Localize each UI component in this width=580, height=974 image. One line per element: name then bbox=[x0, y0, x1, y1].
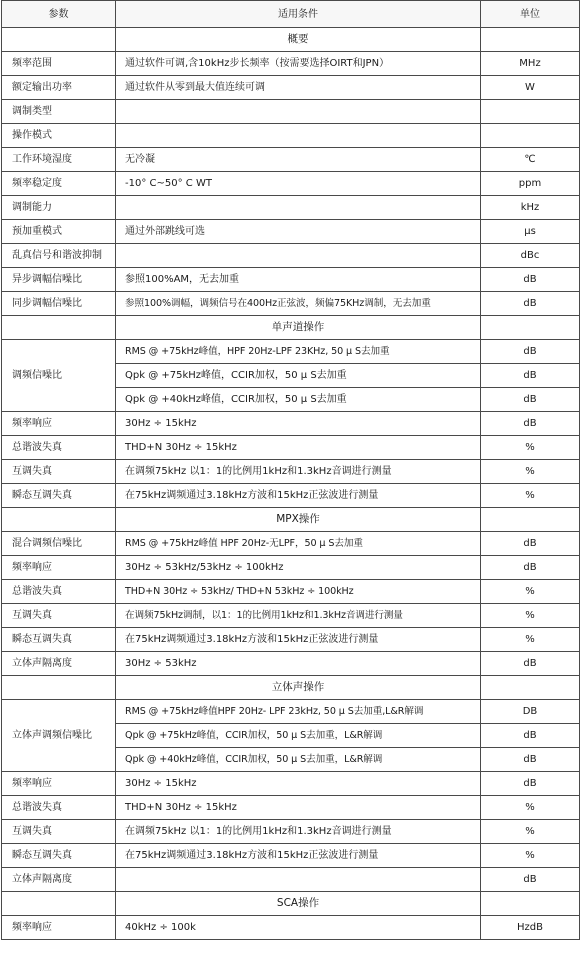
unit-cell: HzdB bbox=[481, 916, 580, 940]
condition-cell: 30Hz ÷ 15kHz bbox=[116, 412, 481, 436]
table-row bbox=[2, 340, 580, 364]
param-cell: 工作环境湿度 bbox=[2, 148, 116, 172]
section-unit-blank-cell bbox=[481, 508, 580, 532]
condition-cell: 参照100%调幅，调频信号在400Hz正弦波，频偏75KHz调制，无去加重 bbox=[116, 292, 481, 316]
condition-cell: 30Hz ÷ 53kHz/53kHz ÷ 100kHz bbox=[116, 556, 481, 580]
section-title: 单声道操作 bbox=[116, 316, 481, 340]
param-cell: 瞬态互调失真 bbox=[2, 844, 116, 868]
unit-cell: dBc bbox=[481, 244, 580, 268]
table-row bbox=[2, 100, 580, 124]
table-row bbox=[2, 796, 580, 820]
unit-cell: % bbox=[481, 796, 580, 820]
section-blank-cell bbox=[2, 892, 116, 916]
condition-cell: 在调频75kHz调制，以1：1的比例用1kHz和1.3kHz音调进行测量 bbox=[116, 604, 481, 628]
param-cell: 立体声隔离度 bbox=[2, 652, 116, 676]
unit-cell: dB bbox=[481, 268, 580, 292]
condition-cell: 在75kHz调频通过3.18kHz方波和15kHz正弦波进行测量 bbox=[116, 844, 481, 868]
table-row bbox=[2, 52, 580, 76]
unit-cell: % bbox=[481, 484, 580, 508]
table-row bbox=[2, 916, 580, 940]
param-cell: 总谐波失真 bbox=[2, 796, 116, 820]
param-cell: 总谐波失真 bbox=[2, 436, 116, 460]
section-unit-blank-cell bbox=[481, 316, 580, 340]
section-unit-blank-cell bbox=[481, 892, 580, 916]
param-cell: 互调失真 bbox=[2, 820, 116, 844]
condition-cell: 40kHz ÷ 100k bbox=[116, 916, 481, 940]
param-cell: 异步调幅信噪比 bbox=[2, 268, 116, 292]
unit-cell: % bbox=[481, 604, 580, 628]
param-cell: 同步调幅信噪比 bbox=[2, 292, 116, 316]
unit-cell: dB bbox=[481, 412, 580, 436]
section-row bbox=[2, 676, 580, 700]
spec-table bbox=[1, 0, 580, 940]
condition-cell: Qpk @ +40kHz峰值，CCIR加权，50 μ S去加重，L&R解调 bbox=[116, 748, 481, 772]
table-row bbox=[2, 772, 580, 796]
unit-cell: dB bbox=[481, 556, 580, 580]
param-cell: 互调失真 bbox=[2, 604, 116, 628]
table-row bbox=[2, 604, 580, 628]
table-row bbox=[2, 820, 580, 844]
section-row bbox=[2, 28, 580, 52]
param-cell: 瞬态互调失真 bbox=[2, 628, 116, 652]
condition-cell: 参照100%AM，无去加重 bbox=[116, 268, 481, 292]
spec-table-body bbox=[2, 1, 580, 940]
unit-cell: dB bbox=[481, 772, 580, 796]
table-row bbox=[2, 412, 580, 436]
section-title: 概要 bbox=[116, 28, 481, 52]
condition-cell: 通过外部跳线可选 bbox=[116, 220, 481, 244]
condition-cell: 30Hz ÷ 53kHz bbox=[116, 652, 481, 676]
condition-cell bbox=[116, 244, 481, 268]
param-cell: 混合调频信噪比 bbox=[2, 532, 116, 556]
condition-cell bbox=[116, 124, 481, 148]
condition-cell: RMS @ +75kHz峰值 HPF 20Hz-无LPF，50 μ S去加重 bbox=[116, 532, 481, 556]
unit-cell: dB bbox=[481, 652, 580, 676]
unit-cell: dB bbox=[481, 724, 580, 748]
section-row bbox=[2, 892, 580, 916]
unit-cell: μs bbox=[481, 220, 580, 244]
table-row bbox=[2, 196, 580, 220]
condition-cell bbox=[116, 868, 481, 892]
condition-cell: 通过软件从零到最大值连续可调 bbox=[116, 76, 481, 100]
unit-cell bbox=[481, 124, 580, 148]
condition-cell: 在75kHz调频通过3.18kHz方波和15kHz正弦波进行测量 bbox=[116, 484, 481, 508]
table-row bbox=[2, 580, 580, 604]
unit-cell: kHz bbox=[481, 196, 580, 220]
param-cell: 频率响应 bbox=[2, 772, 116, 796]
section-title: 立体声操作 bbox=[116, 676, 481, 700]
condition-cell: THD+N 30Hz ÷ 15kHz bbox=[116, 796, 481, 820]
table-row bbox=[2, 700, 580, 724]
table-row bbox=[2, 172, 580, 196]
condition-cell: RMS @ +75kHz峰值HPF 20Hz- LPF 23kHz, 50 μ S去加重,L&R解调 bbox=[116, 700, 481, 724]
param-cell: 额定输出功率 bbox=[2, 76, 116, 100]
unit-cell: dB bbox=[481, 532, 580, 556]
section-row bbox=[2, 316, 580, 340]
table-row bbox=[2, 76, 580, 100]
condition-cell: Qpk @ +40kHz峰值，CCIR加权，50 μ S去加重 bbox=[116, 388, 481, 412]
section-blank-cell bbox=[2, 28, 116, 52]
param-cell: 立体声调频信噪比 bbox=[2, 700, 116, 772]
table-row bbox=[2, 484, 580, 508]
condition-cell: Qpk @ +75kHz峰值，CCIR加权，50 μ S去加重，L&R解调 bbox=[116, 724, 481, 748]
unit-cell: % bbox=[481, 436, 580, 460]
table-row bbox=[2, 556, 580, 580]
unit-cell: % bbox=[481, 628, 580, 652]
condition-cell bbox=[116, 100, 481, 124]
section-unit-blank-cell bbox=[481, 676, 580, 700]
section-blank-cell bbox=[2, 508, 116, 532]
unit-cell: % bbox=[481, 580, 580, 604]
condition-cell: 在调频75kHz 以1：1的比例用1kHz和1.3kHz音调进行测量 bbox=[116, 820, 481, 844]
table-row bbox=[2, 532, 580, 556]
section-title: SCA操作 bbox=[116, 892, 481, 916]
header-row bbox=[2, 1, 580, 28]
param-cell: 瞬态互调失真 bbox=[2, 484, 116, 508]
unit-cell bbox=[481, 100, 580, 124]
param-cell: 调频信噪比 bbox=[2, 340, 116, 412]
condition-cell: THD+N 30Hz ÷ 15kHz bbox=[116, 436, 481, 460]
section-blank-cell bbox=[2, 676, 116, 700]
param-cell: 总谐波失真 bbox=[2, 580, 116, 604]
param-cell: 频率响应 bbox=[2, 916, 116, 940]
unit-cell: dB bbox=[481, 748, 580, 772]
param-cell: 预加重模式 bbox=[2, 220, 116, 244]
unit-cell: dB bbox=[481, 340, 580, 364]
table-row bbox=[2, 460, 580, 484]
table-row bbox=[2, 244, 580, 268]
unit-cell: dB bbox=[481, 868, 580, 892]
unit-cell: dB bbox=[481, 292, 580, 316]
table-row bbox=[2, 844, 580, 868]
table-row bbox=[2, 124, 580, 148]
table-row bbox=[2, 868, 580, 892]
unit-cell: W bbox=[481, 76, 580, 100]
unit-cell: ppm bbox=[481, 172, 580, 196]
table-row bbox=[2, 292, 580, 316]
section-row bbox=[2, 508, 580, 532]
unit-cell: dB bbox=[481, 364, 580, 388]
condition-cell: 通过软件可调,含10kHz步长频率（按需要选择OIRT和JPN） bbox=[116, 52, 481, 76]
table-row bbox=[2, 268, 580, 292]
unit-cell: % bbox=[481, 460, 580, 484]
condition-cell: THD+N 30Hz ÷ 53kHz/ THD+N 53kHz ÷ 100kHz bbox=[116, 580, 481, 604]
condition-cell: 在75kHz调频通过3.18kHz方波和15kHz正弦波进行测量 bbox=[116, 628, 481, 652]
section-blank-cell bbox=[2, 316, 116, 340]
param-cell: 乱真信号和谐波抑制 bbox=[2, 244, 116, 268]
section-title: MPX操作 bbox=[116, 508, 481, 532]
condition-cell: Qpk @ +75kHz峰值，CCIR加权，50 μ S去加重 bbox=[116, 364, 481, 388]
unit-cell: ℃ bbox=[481, 148, 580, 172]
param-cell: 立体声隔离度 bbox=[2, 868, 116, 892]
table-row bbox=[2, 652, 580, 676]
unit-cell: % bbox=[481, 844, 580, 868]
unit-cell: dB bbox=[481, 388, 580, 412]
unit-cell: MHz bbox=[481, 52, 580, 76]
table-row bbox=[2, 436, 580, 460]
table-row bbox=[2, 148, 580, 172]
condition-cell: 无冷凝 bbox=[116, 148, 481, 172]
condition-cell: -10° C~50° C WT bbox=[116, 172, 481, 196]
unit-cell: % bbox=[481, 820, 580, 844]
param-cell: 频率响应 bbox=[2, 556, 116, 580]
condition-cell: RMS @ +75kHz峰值，HPF 20Hz-LPF 23KHz, 50 μ S去加重 bbox=[116, 340, 481, 364]
param-cell: 互调失真 bbox=[2, 460, 116, 484]
param-cell: 频率响应 bbox=[2, 412, 116, 436]
section-unit-blank-cell bbox=[481, 28, 580, 52]
param-cell: 频率范围 bbox=[2, 52, 116, 76]
condition-cell bbox=[116, 196, 481, 220]
header-unit: 单位 bbox=[481, 1, 580, 28]
param-cell: 操作模式 bbox=[2, 124, 116, 148]
header-param: 参数 bbox=[2, 1, 116, 28]
param-cell: 调制类型 bbox=[2, 100, 116, 124]
table-row bbox=[2, 220, 580, 244]
param-cell: 调制能力 bbox=[2, 196, 116, 220]
header-condition: 适用条件 bbox=[116, 1, 481, 28]
condition-cell: 在调频75kHz 以1：1的比例用1kHz和1.3kHz音调进行测量 bbox=[116, 460, 481, 484]
param-cell: 频率稳定度 bbox=[2, 172, 116, 196]
unit-cell: DB bbox=[481, 700, 580, 724]
condition-cell: 30Hz ÷ 15kHz bbox=[116, 772, 481, 796]
table-row bbox=[2, 628, 580, 652]
